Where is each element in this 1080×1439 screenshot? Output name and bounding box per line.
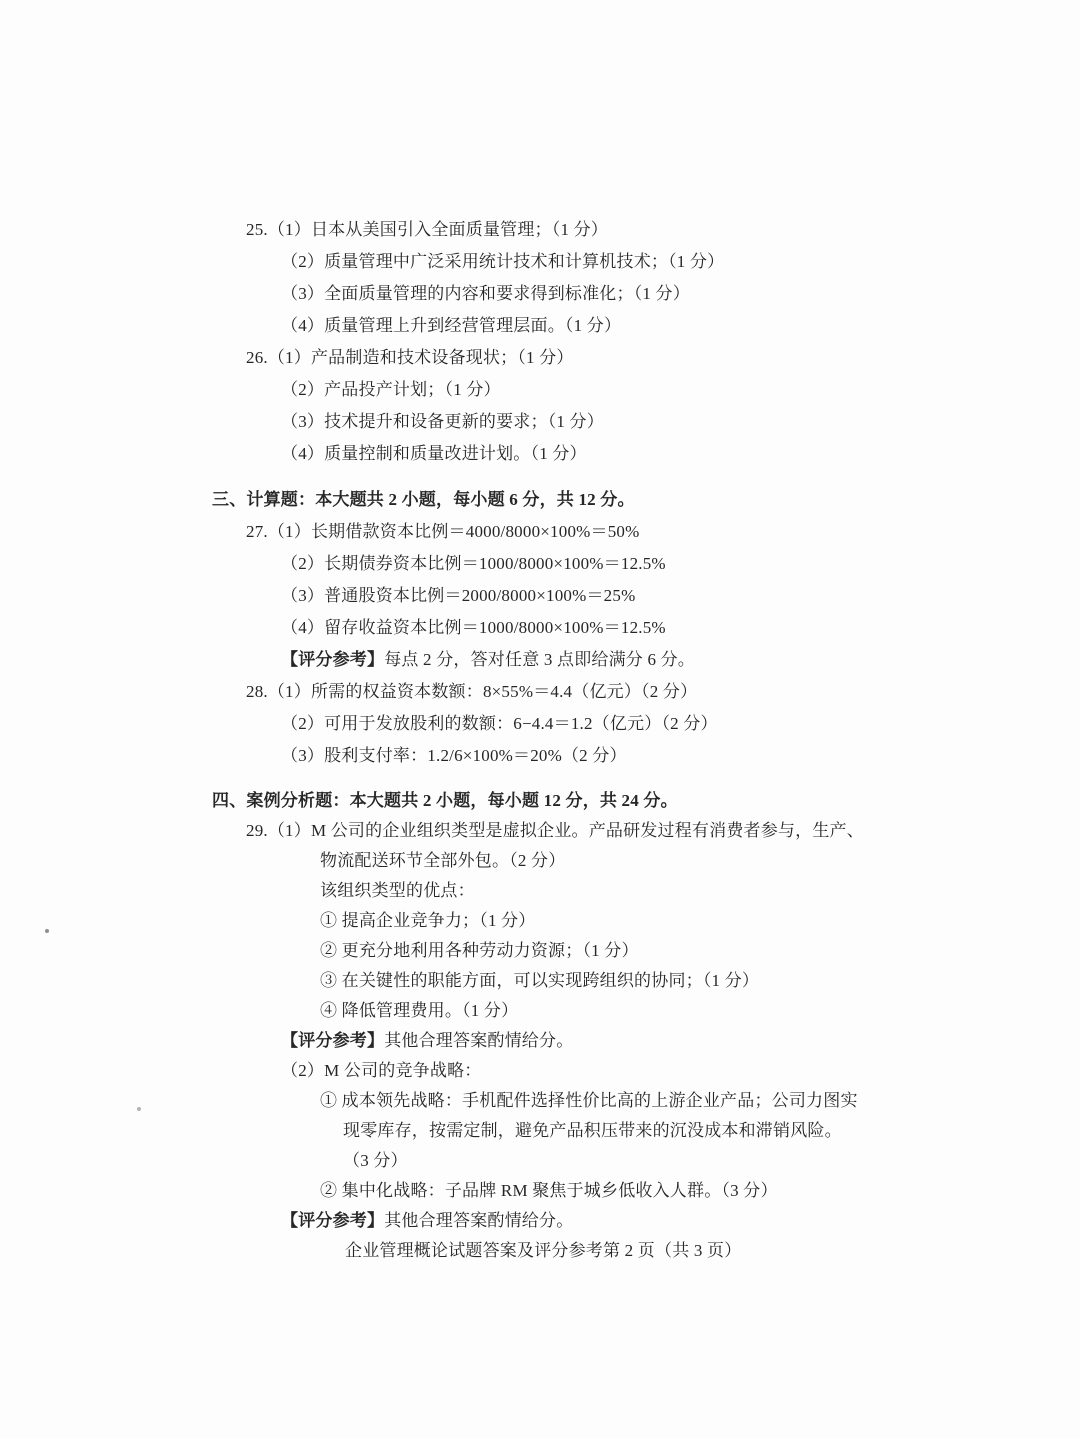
answer-line-q25-1: 25.（1）日本从美国引入全面质量管理；（1 分） (246, 220, 608, 239)
answer-line-q29-1-cont: 物流配送环节全部外包。（2 分） (320, 851, 566, 870)
answer-line-q27-2: （2）长期债券资本比例＝1000/8000×100%＝12.5% (281, 554, 666, 573)
answer-line-q29-advantage-3: ③ 在关键性的职能方面，可以实现跨组织的协同；（1 分） (320, 971, 760, 990)
answer-line-q25-3: （3）全面质量管理的内容和要求得到标准化；（1 分） (281, 284, 690, 303)
scoring-note-text: 其他合理答案酌情给分。 (384, 1211, 574, 1230)
scoring-note-q29-2 (281, 1206, 1080, 1236)
scan-artifact-dot (137, 1107, 141, 1111)
answer-line-q28-2: （2）可用于发放股利的数额：6−4.4＝1.2（亿元）（2 分） (281, 714, 718, 733)
answer-line-q27-3: （3）普通股资本比例＝2000/8000×100%＝25% (281, 586, 636, 605)
answer-line-q26-2: （2）产品投产计划；（1 分） (281, 380, 501, 399)
scoring-note-text: 其他合理答案酌情给分。 (384, 1031, 574, 1050)
section-case-analysis (0, 786, 1080, 1266)
scoring-note-text: 每点 2 分，答对任意 3 点即给满分 6 分。 (384, 650, 696, 669)
answer-line-q29-part2-heading: （2）M 公司的竞争战略： (281, 1061, 482, 1080)
answer-line-q29-advantage-2: ② 更充分地利用各种劳动力资源；（1 分） (320, 941, 639, 960)
answer-line-q26-3: （3）技术提升和设备更新的要求；（1 分） (281, 412, 604, 431)
scan-artifact-dot (45, 929, 49, 933)
section-heading-calculation: 三、计算题：本大题共 2 小题，每小题 6 分，共 12 分。 (212, 490, 635, 509)
scoring-note-q27 (281, 644, 1080, 676)
answer-line-q26-4: （4）质量控制和质量改进计划。（1 分） (281, 444, 587, 463)
scoring-note-q29-1 (281, 1026, 1080, 1056)
answer-line-q26-1: 26.（1）产品制造和技术设备现状；（1 分） (246, 348, 574, 367)
answer-line-q29-strategy-1: ① 成本领先战略：手机配件选择性价比高的上游企业产品；公司力图实 (320, 1091, 858, 1110)
answer-line-q29-strategy-2: ② 集中化战略：子品牌 RM 聚焦于城乡低收入人群。（3 分） (320, 1181, 778, 1200)
scoring-note-label: 【评分参考】 (281, 650, 385, 669)
answer-line-q27-1: 27.（1）长期借款资本比例＝4000/8000×100%＝50% (246, 522, 640, 541)
answer-line-q25-2: （2）质量管理中广泛采用统计技术和计算机技术；（1 分） (281, 252, 725, 271)
answer-line-q29-strategy-1-score: （3 分） (343, 1151, 408, 1170)
answer-line-q29-1: 29.（1）M 公司的企业组织类型是虚拟企业。产品研发过程有消费者参与，生产、 (246, 821, 864, 840)
page-footer: 企业管理概论试题答案及评分参考第 2 页（共 3 页） (345, 1241, 742, 1260)
answer-line-q29-advantages-title: 该组织类型的优点： (320, 881, 475, 900)
answer-line-q25-4: （4）质量管理上升到经营管理层面。（1 分） (281, 316, 622, 335)
answer-line-q29-advantage-1: ① 提高企业竞争力；（1 分） (320, 911, 536, 930)
scoring-note-label: 【评分参考】 (281, 1211, 385, 1230)
answer-line-q27-4: （4）留存收益资本比例＝1000/8000×100%＝12.5% (281, 618, 666, 637)
answer-line-q29-advantage-4: ④ 降低管理费用。（1 分） (320, 1001, 519, 1020)
section-heading-case-analysis: 四、案例分析题：本大题共 2 小题，每小题 12 分，共 24 分。 (212, 791, 678, 810)
answer-line-q29-strategy-1-cont: 现零库存，按需定制，避免产品积压带来的沉没成本和滞销风险。 (343, 1121, 842, 1140)
answer-line-q28-1: 28.（1）所需的权益资本数额：8×55%＝4.4（亿元）（2 分） (246, 682, 698, 701)
scoring-note-label: 【评分参考】 (281, 1031, 385, 1050)
answer-line-q28-3: （3）股利支付率：1.2/6×100%＝20%（2 分） (281, 746, 627, 765)
